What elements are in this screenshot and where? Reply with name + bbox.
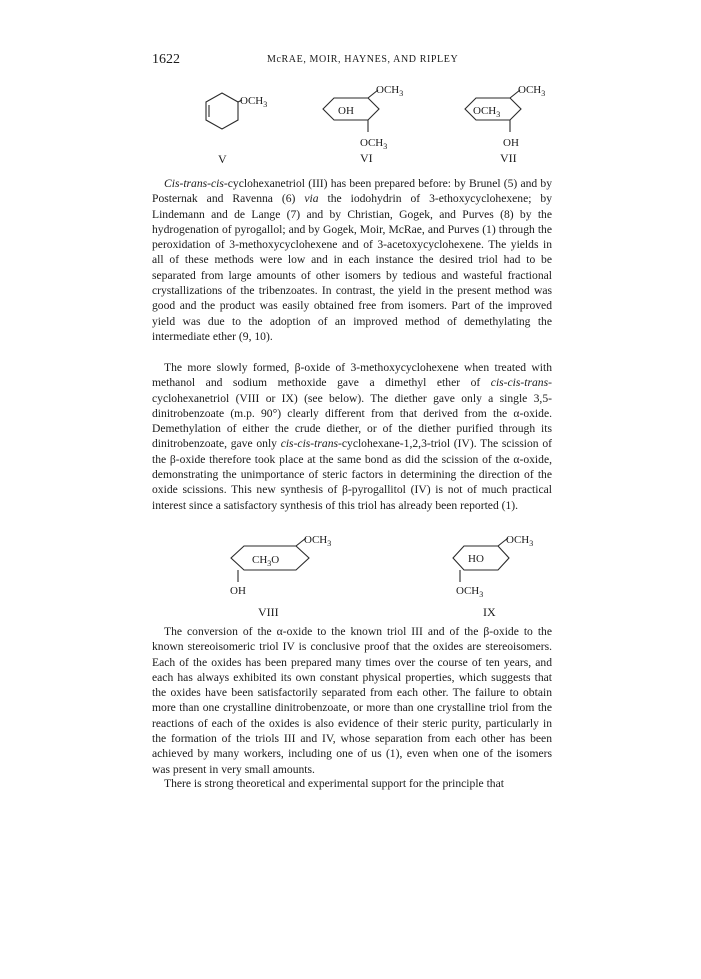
paragraph-text: -cyclohexanetriol (III) has been prepared before: by Brunel (5) and by Posternak and Ravenna (6) bbox=[152, 177, 552, 206]
bottom-methoxy-label: $OCH_3$ bbox=[360, 137, 388, 151]
paragraph-text: The more slowly formed, β-oxide of 3-methoxycyclohexene when treated with methanol and sodium methoxide gave a dimethyl ether of bbox=[152, 361, 552, 390]
compound-label-VII: VII bbox=[500, 151, 517, 165]
paragraph-1 bbox=[152, 176, 552, 344]
ring-methoxy-label: $CH_3O$ bbox=[252, 554, 280, 568]
italic-term: cis-cis-trans bbox=[280, 437, 339, 451]
compound-label-VIII: VIII bbox=[258, 605, 279, 619]
paragraph-4 bbox=[152, 776, 552, 791]
ring-methoxy-label: $OCH_3$ bbox=[473, 105, 501, 119]
structure-VIII bbox=[226, 534, 346, 620]
top-methoxy-label: $OCH_3$ bbox=[518, 84, 546, 98]
compound-label-VI: VI bbox=[360, 151, 373, 165]
compound-label-IX: IX bbox=[483, 605, 496, 619]
bottom-methoxy-label: $OCH_3$ bbox=[456, 585, 484, 599]
top-methoxy-label: $OCH_3$ bbox=[506, 534, 534, 548]
paragraph-3 bbox=[152, 624, 552, 777]
paragraph-text: There is strong theoretical and experimental support for the principle that bbox=[164, 777, 504, 790]
bottom-hydroxyl-label: OH bbox=[503, 137, 519, 149]
paragraph-text: the iodohydrin of 3-ethoxycyclohexene; by Lindemann and de Lange (7) and by Christian, Gogek, and Purves (8) by the hydrogenation of pyrogallol; and by Gogek, Moir, McRae, and Purves (1) through the peroxidation of 3-methoxycyclohexene and of 3-acetoxycyclohexene. The yields in all of these methods were low and in each instance the desired triol had to be separated from large amounts of other isomers by tedious and wasteful fractional crystallizations of the tribenzoates. In contrast, the yield in the present method was good and the product was easily obtained free from isomers. Part of the improved yield was due to the adoption of an improved method of demethylating the intermediate ether (9, 10). bbox=[152, 192, 552, 343]
methoxy-label: $OCH_3$ bbox=[240, 95, 268, 109]
running-head: McRAE, MOIR, HAYNES, AND RIPLEY bbox=[267, 54, 459, 65]
cyclohexene-ring bbox=[206, 93, 238, 129]
paragraph-2 bbox=[152, 360, 552, 513]
italic-term: via bbox=[304, 192, 319, 206]
ring-hydroxyl-label: OH bbox=[338, 105, 354, 117]
bottom-hydroxyl-label: OH bbox=[230, 585, 246, 597]
paragraph-text: The conversion of the α-oxide to the known triol III and of the β-oxide to the known stereoisomeric triol IV is conclusive proof that the oxides are stereoisomers. Each of the oxides has been prepared many times over the course of ten years, and each has always exhibited its own constant physical properties, which suggests that the oxides have been satisfactorily separated from each other. The failure to obtain more than one crystalline dinitrobenzoate, or more than one crystalline triol from the reactions of each of the oxides is also evidence of their steric purity, particularly in the formation of the triols III and IV, whose separation from each other has been achieved by many workers, including one of us (1), even when one of the isomers was present in very small amounts. bbox=[152, 625, 552, 776]
paragraph-text: -cyclohexane-1,2,3-triol (IV). The scission of the β-oxide therefore took place at the same bond as did the scission of the α-oxide, demonstrating the unimportance of steric factors in determining the direction of the oxide scissions. This new synthesis of β-pyrogallitol (IV) is not of much practical interest since a satisfactory synthesis of this triol has already been reported (1). bbox=[152, 437, 552, 512]
structure-VI bbox=[318, 84, 428, 166]
ring-hydroxyl-label: HO bbox=[468, 553, 484, 565]
structure-IX bbox=[448, 534, 558, 620]
top-methoxy-label: $OCH_3$ bbox=[376, 84, 404, 98]
page-header bbox=[152, 52, 552, 72]
paragraph-text: -cyclohexanetriol (VIII or IX) (see below). The diether gave only a single 3,5-dinitrobenzoate (m.p. 90°) clearly different from that derived from the α-oxide. Demethylation of either the crude diether, or of the diether purified through its dinitrobenzoate, gave only bbox=[152, 376, 552, 451]
italic-term: Cis-trans-cis bbox=[164, 177, 224, 190]
structure-V bbox=[196, 86, 276, 166]
page-number: 1622 bbox=[152, 52, 180, 67]
italic-term: cis-cis-trans bbox=[490, 376, 549, 390]
top-methoxy-label: $OCH_3$ bbox=[304, 534, 332, 548]
structure-VII bbox=[460, 84, 570, 166]
compound-label-V: V bbox=[218, 152, 227, 166]
